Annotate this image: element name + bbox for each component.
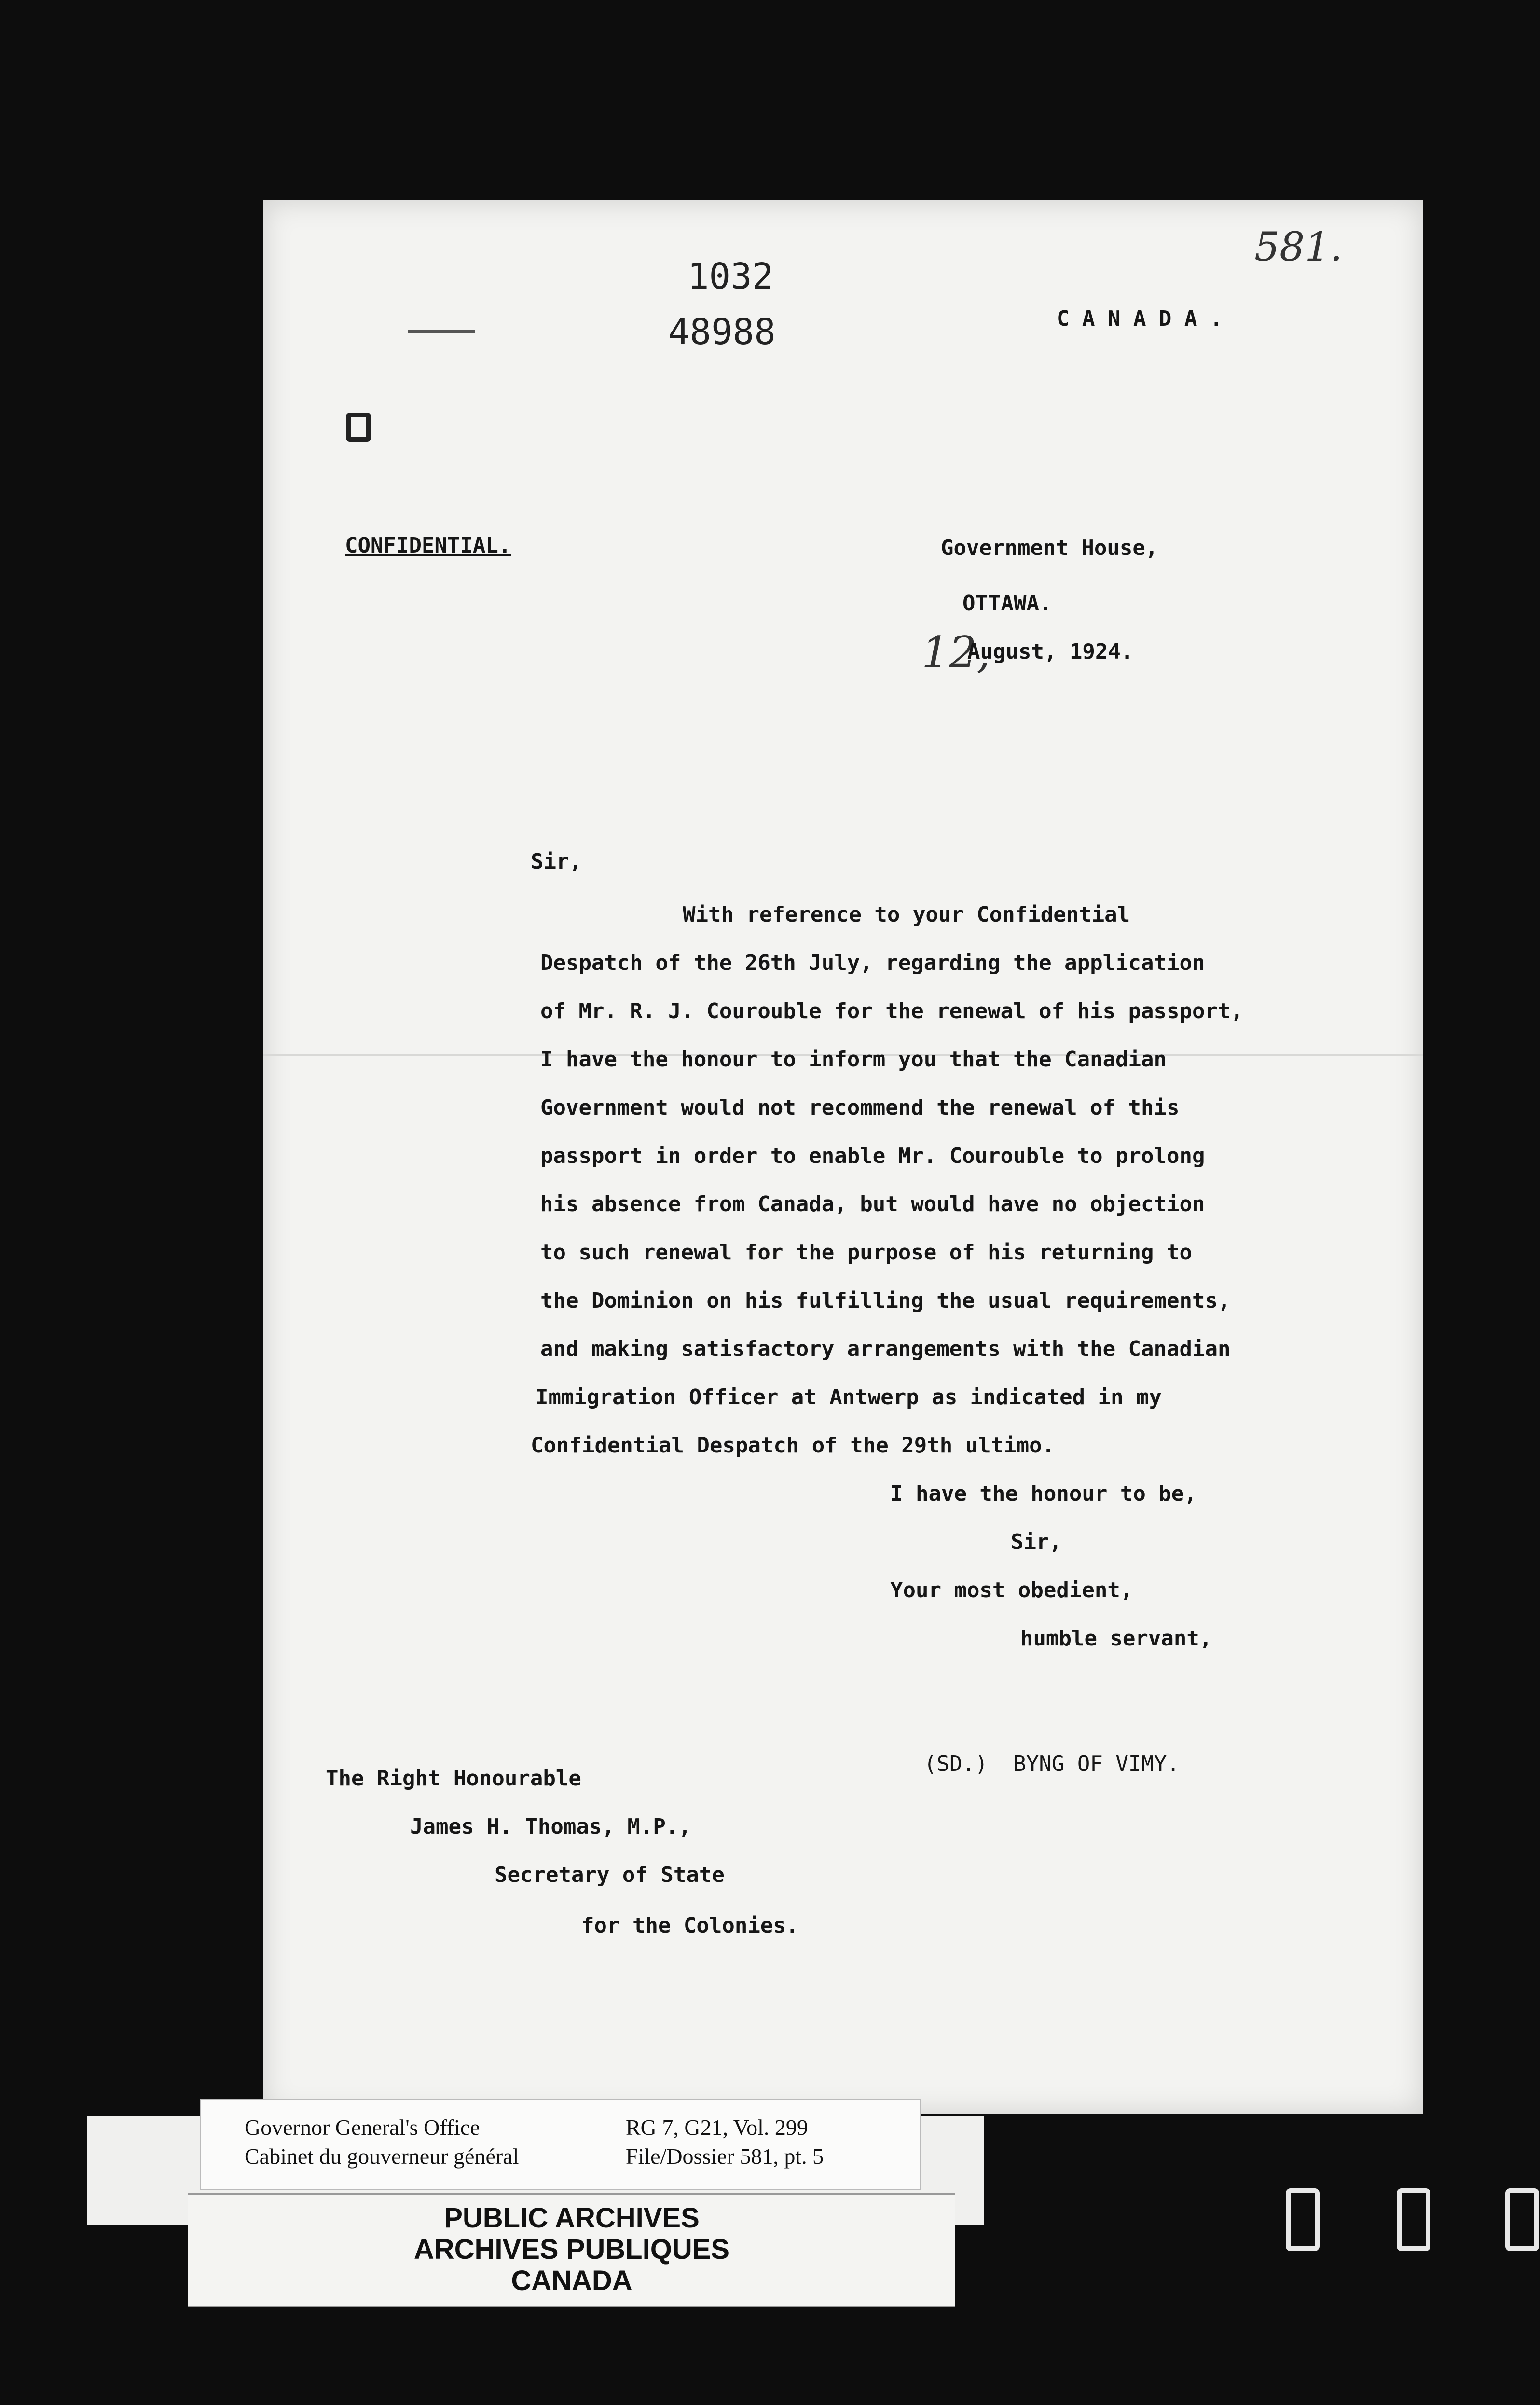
closing-line: Sir, xyxy=(1011,1530,1062,1554)
body-line: the Dominion on his fulfilling the usual requirements, xyxy=(540,1288,1231,1313)
addressee-line: James H. Thomas, M.P., xyxy=(410,1814,691,1839)
archives-line-1: PUBLIC ARCHIVES xyxy=(444,2202,700,2234)
reference-line-1: RG 7, G21, Vol. 299 xyxy=(626,2115,808,2140)
addressee-line: The Right Honourable xyxy=(326,1766,581,1791)
confidential-label: CONFIDENTIAL. xyxy=(345,533,511,558)
office-french: Cabinet du gouverneur général xyxy=(245,2144,519,2169)
body-line: Despatch of the 26th July, regarding the application xyxy=(540,951,1205,975)
body-line: Confidential Despatch of the 29th ultimo. xyxy=(531,1433,1055,1458)
date-line: August, 1924. xyxy=(967,639,1134,664)
addressee-line: for the Colonies. xyxy=(581,1913,799,1938)
body-line: I have the honour to inform you that the Canadian xyxy=(540,1047,1167,1072)
body-line: and making satisfactory arrangements with the Canadian xyxy=(540,1337,1231,1361)
date-handwritten: 12, xyxy=(921,627,991,678)
body-line: of Mr. R. J. Courouble for the renewal of his passport, xyxy=(540,999,1243,1023)
body-line: his absence from Canada, but would have no objection xyxy=(540,1192,1205,1216)
public-archives-stamp xyxy=(188,2193,955,2307)
office-english: Governor General's Office xyxy=(245,2115,480,2140)
body-line: to such renewal for the purpose of his returning to xyxy=(540,1240,1193,1265)
body-line: passport in order to enable Mr. Courouble to prolong xyxy=(540,1144,1205,1168)
frame-counter-digit xyxy=(1397,2188,1430,2251)
frame-counter-digit xyxy=(1505,2188,1539,2251)
body-line: Government would not recommend the renewal of this xyxy=(540,1095,1180,1120)
country-heading: C A N A D A . xyxy=(1057,306,1223,331)
reference-line-2: File/Dossier 581, pt. 5 xyxy=(626,2144,824,2169)
folio-number: 581. xyxy=(1254,224,1343,270)
salutation: Sir, xyxy=(531,849,582,874)
archive-catalogue-label xyxy=(200,2099,921,2190)
body-line: With reference to your Confidential xyxy=(683,902,1130,927)
closing-line: humble servant, xyxy=(1020,1626,1212,1651)
frame-counter-digit xyxy=(1286,2188,1320,2251)
address-line-1: Government House, xyxy=(941,536,1158,560)
body-line: Immigration Officer at Antwerp as indicated in my xyxy=(536,1385,1162,1410)
file-number-top: 1032 xyxy=(688,256,774,297)
signature: (SD.) BYNG OF VIMY. xyxy=(924,1752,1180,1776)
address-line-2: OTTAWA. xyxy=(962,591,1052,616)
addressee-line: Secretary of State xyxy=(495,1863,725,1887)
archives-line-3: CANADA xyxy=(511,2265,632,2296)
closing-line: I have the honour to be, xyxy=(890,1481,1197,1506)
file-number-bottom: 48988 xyxy=(668,311,776,353)
letter-page xyxy=(263,200,1423,2114)
closing-line: Your most obedient, xyxy=(890,1578,1133,1603)
archives-line-2: ARCHIVES PUBLIQUES xyxy=(413,2234,730,2265)
scratch-mark xyxy=(408,330,475,333)
punch-hole-mark xyxy=(346,413,371,442)
